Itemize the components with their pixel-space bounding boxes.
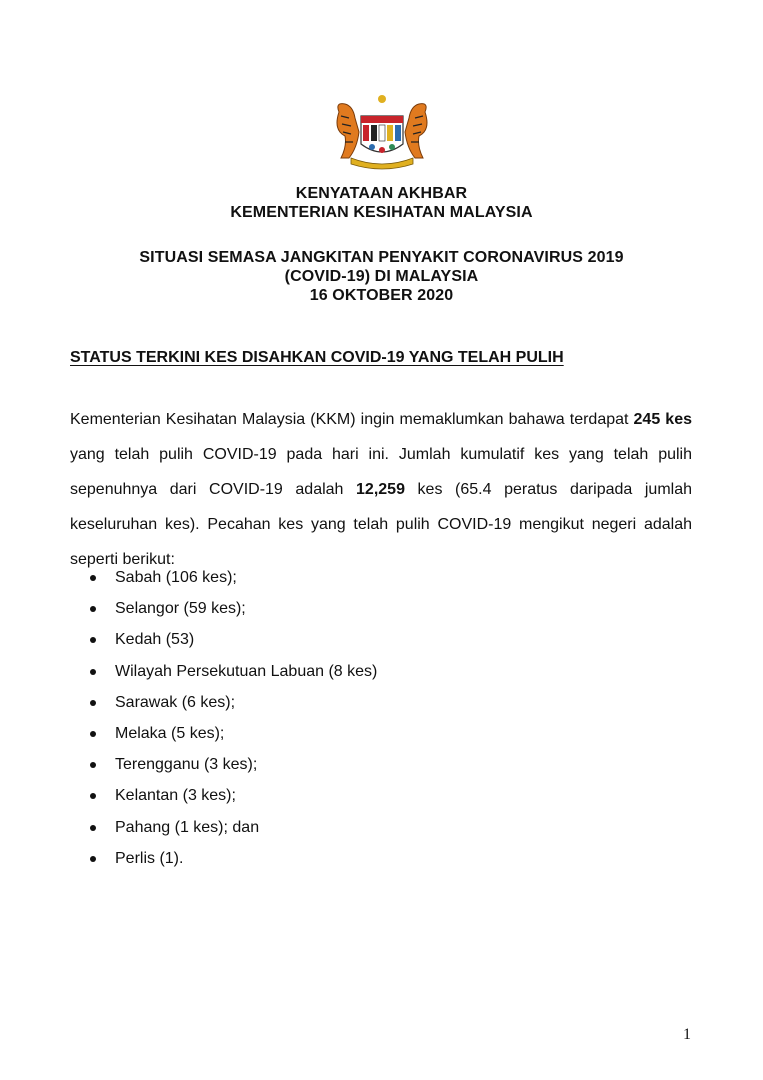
section-heading: STATUS TERKINI KES DISAHKAN COVID-19 YANG TELAH PULIH — [70, 349, 564, 366]
bullet-icon — [90, 825, 96, 831]
list-item: Kelantan (3 kes); — [70, 780, 377, 811]
malaysia-coat-of-arms-icon — [327, 92, 437, 172]
document-title — [0, 248, 763, 305]
list-item: Sarawak (6 kes); — [70, 687, 377, 718]
bullet-icon — [90, 700, 96, 706]
list-item: Wilayah Persekutuan Labuan (8 kes) — [70, 656, 377, 687]
paragraph-text-3: kes (65.4 peratus daripada jumlah keseluruhan kes). Pecahan kes yang telah pulih COVID-19 mengikut negeri adalah seperti berikut: — [70, 481, 692, 568]
state-breakdown-list — [70, 562, 377, 874]
title-date: 16 OKTOBER 2020 — [309, 287, 454, 304]
list-item: Selangor (59 kes); — [70, 593, 377, 624]
header-line-2: KEMENTERIAN KESIHATAN MALAYSIA — [230, 204, 533, 221]
recovered-today-count: 245 kes — [633, 411, 692, 428]
bullet-icon — [90, 606, 96, 612]
body-paragraph — [70, 402, 692, 577]
press-header — [0, 184, 763, 222]
list-item: Kedah (53) — [70, 624, 377, 655]
bullet-icon — [90, 575, 96, 581]
header-line-1: KENYATAAN AKHBAR — [295, 185, 468, 202]
title-line-2: (COVID-19) DI MALAYSIA — [284, 268, 479, 285]
bullet-icon — [90, 793, 96, 799]
bullet-icon — [90, 731, 96, 737]
cumulative-recovered-count: 12,259 — [356, 481, 405, 498]
paragraph-text-2: yang telah pulih COVID-19 pada hari ini. Jumlah kumulatif kes yang telah pulih sepenuhnya dari COVID-19 adalah — [70, 446, 692, 498]
paragraph-text-1: Kementerian Kesihatan Malaysia (KKM) ingin memaklumkan bahawa terdapat — [70, 411, 634, 428]
list-item: Perlis (1). — [70, 843, 377, 874]
title-line-1: SITUASI SEMASA JANGKITAN PENYAKIT CORONAVIRUS 2019 — [139, 249, 624, 266]
page-number: 1 — [683, 1026, 691, 1043]
list-item: Pahang (1 kes); dan — [70, 812, 377, 843]
bullet-icon — [90, 856, 96, 862]
list-item: Melaka (5 kes); — [70, 718, 377, 749]
bullet-icon — [90, 762, 96, 768]
bullet-icon — [90, 669, 96, 675]
list-item: Sabah (106 kes); — [70, 562, 377, 593]
bullet-icon — [90, 637, 96, 643]
list-item: Terengganu (3 kes); — [70, 749, 377, 780]
